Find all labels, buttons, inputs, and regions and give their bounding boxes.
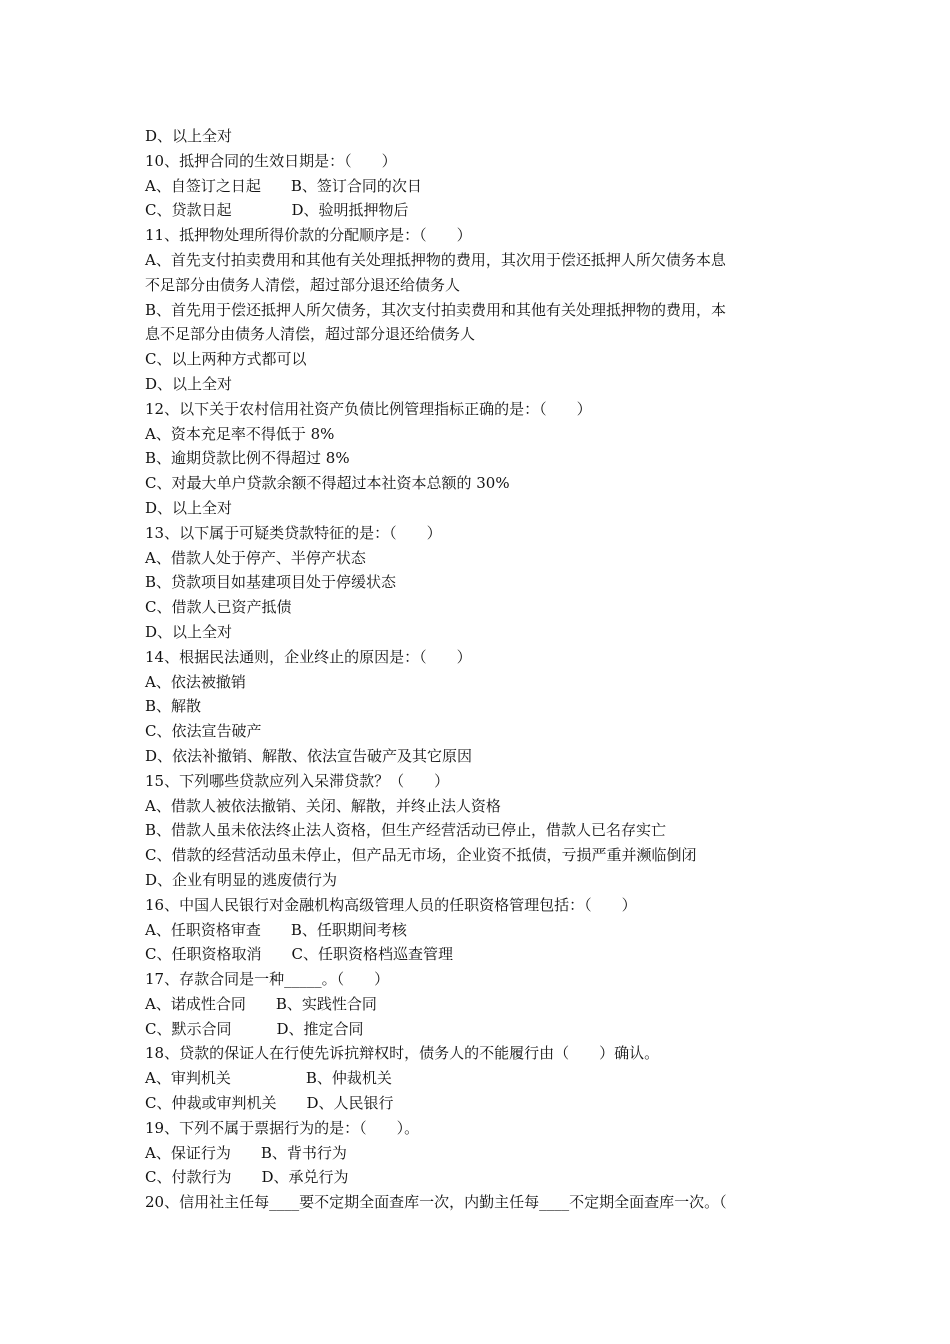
text-line: 18、贷款的保证人在行使先诉抗辩权时，债务人的不能履行由（ ）确认。	[145, 1044, 660, 1063]
text-line: A、保证行为 B、背书行为	[145, 1143, 347, 1162]
text-line: B、贷款项目如基建项目处于停缓状态	[145, 573, 397, 592]
text-line: 11、抵押物处理所得价款的分配顺序是：（ ）	[145, 226, 472, 245]
text-line: A、借款人被依法撤销、关闭、解散，并终止法人资格	[145, 796, 501, 815]
text-line: A、审判机关 B、仲裁机关	[145, 1069, 392, 1088]
text-line: C、依法宣告破产	[145, 722, 262, 741]
text-line: C、以上两种方式都可以	[145, 350, 307, 369]
text-line: 息不足部分由债务人清偿，超过部分退还给债务人	[145, 325, 476, 344]
text-line: D、以上全对	[145, 374, 233, 393]
text-line: C、付款行为 D、承兑行为	[145, 1168, 349, 1187]
text-line: 13、以下属于可疑类贷款特征的是：（ ）	[145, 523, 442, 542]
text-line: C、借款人已资产抵债	[145, 598, 292, 617]
text-line: 10、抵押合同的生效日期是：（ ）	[145, 151, 397, 170]
text-line: 12、以下关于农村信用社资产负债比例管理指标正确的是：（ ）	[145, 399, 592, 418]
text-line: A、借款人处于停产、半停产状态	[145, 548, 366, 567]
text-line: C、贷款日起 D、验明抵押物后	[145, 201, 409, 220]
text-line: 14、根据民法通则，企业终止的原因是：（ ）	[145, 647, 472, 666]
text-line: D、以上全对	[145, 127, 233, 145]
text-line: A、自签订之日起 B、签订合同的次日	[145, 176, 422, 195]
text-line: B、解散	[145, 697, 202, 716]
text-line: 15、下列哪些贷款应列入呆滞贷款？（ ）	[145, 771, 450, 790]
text-line: 17、存款合同是一种_____。（ ）	[145, 970, 390, 989]
text-line: D、依法补撤销、解散、依法宣告破产及其它原因	[145, 746, 473, 765]
text-line: D、以上全对	[145, 622, 233, 641]
text-line: 不足部分由债务人清偿，超过部分退还给债务人	[145, 275, 461, 294]
text-line: 19、下列不属于票据行为的是：（ ）。	[145, 1118, 420, 1137]
text-line: B、首先用于偿还抵押人所欠债务，其次支付拍卖费用和其他有关处理抵押物的费用，本	[145, 300, 727, 319]
document-body	[145, 124, 815, 1215]
text-line: A、诺成性合同 B、实践性合同	[145, 994, 377, 1013]
text-line: C、默示合同 D、推定合同	[145, 1019, 364, 1038]
text-line: C、仲裁或审判机关 D、人民银行	[145, 1094, 394, 1113]
text-line: D、企业有明显的逃废债行为	[145, 870, 338, 889]
text-line: B、借款人虽未依法终止法人资格，但生产经营活动已停止，借款人已名存实亡	[145, 821, 667, 840]
text-line: 20、信用社主任每____要不定期全面查库一次，内勤主任每____不定期全面查库一次。（	[145, 1193, 727, 1212]
text-line: D、以上全对	[145, 498, 233, 517]
text-line: C、借款的经营活动虽未停止，但产品无市场，企业资不抵债，亏损严重并濒临倒闭	[145, 846, 697, 865]
text-line: C、任职资格取消 C、任职资格档巡查管理	[145, 945, 453, 964]
text-line: B、逾期贷款比例不得超过 8%	[145, 449, 350, 468]
text-line: A、首先支付拍卖费用和其他有关处理抵押物的费用，其次用于偿还抵押人所欠债务本息	[145, 250, 726, 269]
text-line: A、资本充足率不得低于 8%	[145, 424, 335, 443]
text-line: 16、中国人民银行对金融机构高级管理人员的任职资格管理包括：（ ）	[145, 895, 637, 914]
text-line: A、依法被撤销	[145, 672, 246, 691]
text-line: C、对最大单户贷款余额不得超过本社资本总额的 30%	[145, 474, 510, 493]
text-line: A、任职资格审查 B、任职期间考核	[145, 920, 407, 939]
